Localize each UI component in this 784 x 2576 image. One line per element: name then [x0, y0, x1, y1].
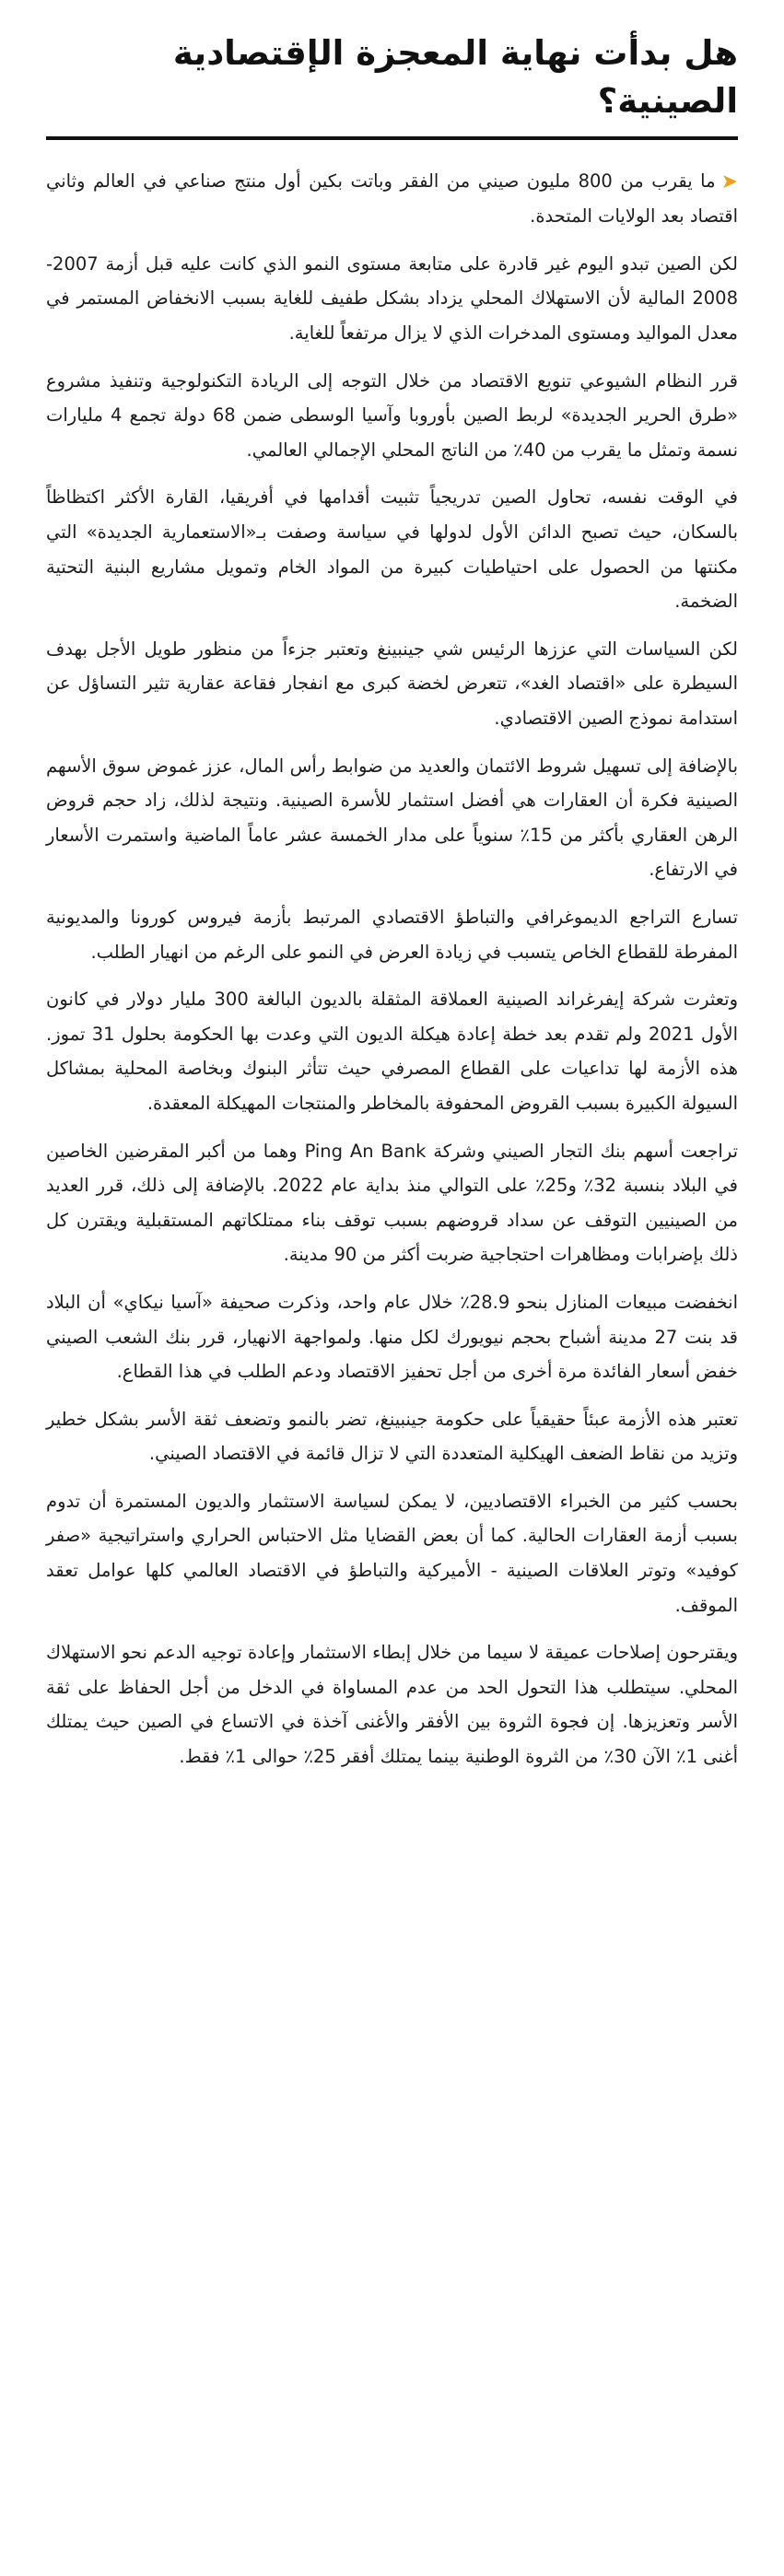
article-paragraph: لكن الصين تبدو اليوم غير قادرة على متابعة مستوى النمو الذي كانت عليه قبل أزمة 2007-2008 المالية لأن الاستهلاك المحلي يزداد بشكل طفيف للغاية بسبب الانخفاض المستمر في معدل المواليد ومستوى المدخرات الذي لا يزال مرتفعاً للغاية.	[46, 252, 738, 345]
article-paragraph: ويقترحون إصلاحات عميقة لا سيما من خلال إبطاء الاستثمار وإعادة توجيه الدعم نحو الاستهلاك المحلي. سيتطلب هذا التحول الحد من عدم المساواة في الدخل من أجل الحفاظ على ثقة الأسر وتعزيزها. إن فجوة الثروة بين الأفقر والأغنى آخذة في الاتساع في الصين حيث يمتلك أغنى 1٪ الآن 30٪ من الثروة الوطنية بينما يمتلك أفقر 25٪ حوالى 1٪ فقط.	[46, 1642, 738, 1768]
article-paragraph: تعتبر هذه الأزمة عبئاً حقيقياً على حكومة جينبينغ، تضر بالنمو وتضعف ثقة الأسر بشكل خطير وتزيد من نقاط الضعف الهيكلية المتعددة التي لا تزال قائمة في الاقتصاد الصيني.	[46, 1408, 738, 1465]
title-divider	[46, 136, 738, 140]
article	[46, 29, 738, 2539]
article-paragraph: تراجعت أسهم بنك التجار الصيني وشركة Ping An Bank وهما من أكبر المقرضين الخاصين في البلاد بنسبة 32٪ و25٪ على التوالي منذ بداية عام 2022. بالإضافة إلى ذلك، قرر العديد من الصينيين التوقف عن سداد قروضهم بسبب توقف بناء ممتلكاتهم المستقبلية ويقترن كل ذلك بإضرابات ومظاهرات احتجاجية ضربت أكثر من 90 مدينة.	[46, 1140, 739, 1266]
article-paragraph: بحسب كثير من الخبراء الاقتصاديين، لا يمكن لسياسة الاستثمار والديون المستمرة أن تدوم بسبب أزمة العقارات الحالية. كما أن بعض القضايا مثل الاحتباس الحراري واستراتيجية «صفر كوفيد» وتوتر العلاقات الصينية - الأميركية والتباطؤ في الاقتصاد العالمي كلها عوامل تعقد الموقف.	[46, 1490, 738, 1616]
paragraph-text: ما يقرب من 800 مليون صيني من الفقر وباتت بكين أول منتج صناعي في العالم وثاني اقتصاد بعد الولايات المتحدة.	[46, 170, 738, 228]
article-paragraph: تسارع التراجع الديموغرافي والتباطؤ الاقتصادي المرتبط بأزمة فيروس كورونا والمديونية المفرطة للقطاع الخاص يتسبب في زيادة العرض في النمو على الرغم من انهيار الطلب.	[46, 906, 738, 963]
article-title: هل بدأت نهاية المعجزة الإقتصادية الصينية؟	[172, 33, 738, 121]
article-paragraph	[46, 164, 738, 234]
article-paragraph: انخفضت مبيعات المنازل بنحو 28.9٪ خلال عام واحد، وذكرت صحيفة «آسيا نيكاي» أن البلاد قد بنت 27 مدينة أشباح بحجم نيويورك لكل منها. ولمواجهة الانهيار، قرر بنك الشعب الصيني خفض أسعار الفائدة مرة أخرى من أجل تحفيز الاقتصاد ودعم الطلب في هذا القطاع.	[46, 1291, 739, 1383]
article-paragraph: لكن السياسات التي عززها الرئيس شي جينبينغ وتعتبر جزءاً من منظور طويل الأجل بهدف السيطرة على «اقتصاد الغد»، تتعرض لخضة كبرى مع انفجار فقاعة عقارية تثير التساؤل عن استدامة نموذج الصين الاقتصادي.	[46, 638, 738, 730]
article-paragraph: قرر النظام الشيوعي تنويع الاقتصاد من خلال التوجه إلى الريادة التكنولوجية وتنفيذ مشروع «طرق الحرير الجديدة» لربط الصين بأوروبا وآسيا الوسطى ضمن 68 دولة تجمع 4 مليارات نسمة وتمثل ما يقرب من 40٪ من الناتج المحلي الإجمالي العالمي.	[46, 369, 738, 461]
article-paragraph: في الوقت نفسه، تحاول الصين تدريجياً تثبيت أقدامها في أفريقيا، القارة الأكثر اكتظاظاً بالسكان، حيث تصبح الدائن الأول لدولها في سياسة وصفت بـ«الاستعمارية الجديدة» التي مكنتها من الحصول على احتياطيات كبيرة من المواد الخام وتمويل مشاريع البنية التحتية الضخمة.	[46, 486, 738, 613]
lead-arrow-icon: ➤	[720, 170, 738, 193]
article-paragraph: بالإضافة إلى تسهيل شروط الائتمان والعديد من ضوابط رأس المال، عزز غموض سوق الأسهم الصينية فكرة أن العقارات هي أفضل استثمار للأسرة الصينية. ونتيجة لذلك، زاد حجم قروض الرهن العقاري بأكثر من 15٪ سنوياً على مدار الخمسة عشر عاماً الماضية واستمرت الأسعار في الارتفاع.	[46, 755, 738, 881]
article-paragraph: وتعثرت شركة إيفرغراند الصينية العملاقة المثقلة بالديون البالغة 300 مليار دولار في كانون الأول 2021 ولم تقدم بعد خطة إعادة هيكلة الديون التي وعدت بها الحكومة بحلول 31 تموز. هذه الأزمة لها تداعيات على القطاع المصرفي حيث تتأثر البنوك وبخاصة المحلية بمشاكل السيولة الكبيرة بسبب القروض المحفوفة بالمخاطر والمنتجات المهيكلة المعقدة.	[46, 989, 738, 1114]
